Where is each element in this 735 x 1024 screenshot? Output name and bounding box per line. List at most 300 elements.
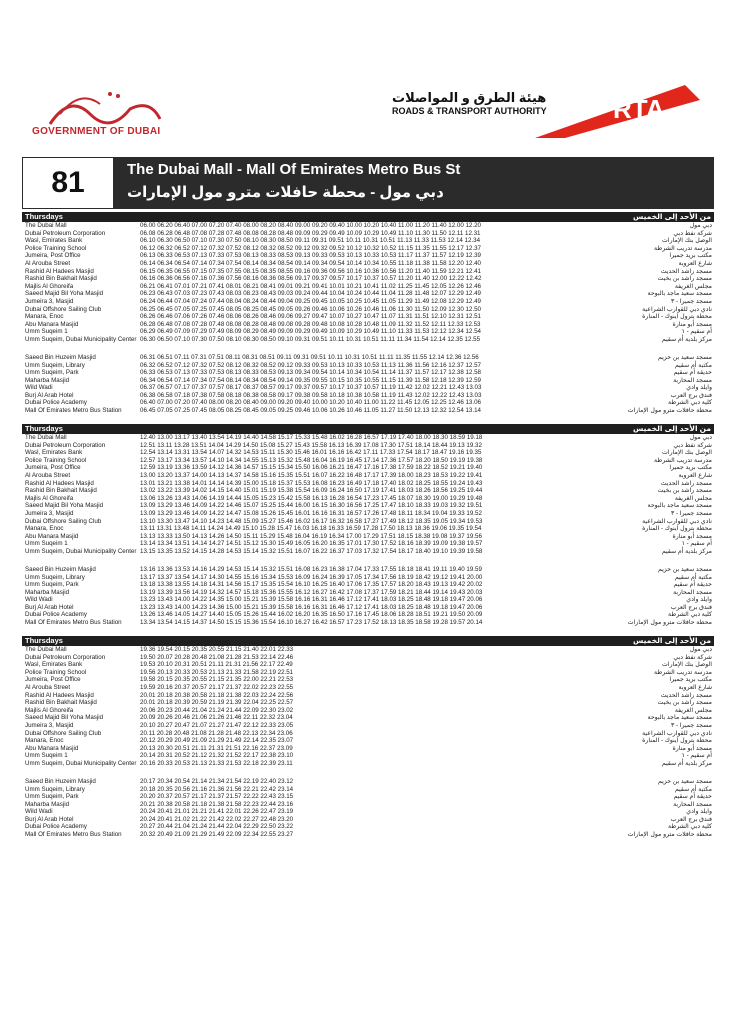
departure-times: 06.29 06.49 07.09 07.29 07.49 08.09 08.29 08.49 09.09 09.29 09.49 10.09 10.29 10.49 11.10 11.33 11.53 12.12 12.34 12.54 <box>140 328 481 336</box>
stop-name-en: Dubai Police Academy <box>25 399 87 407</box>
departure-times: 13.00 13.20 13.37 14.00 14.13 14.37 14.58 15.16 15.35 15.51 16.07 16.22 16.48 17.17 17.39 18.00 18.23 18.53 19.22 19.41 <box>140 471 483 479</box>
stop-row <box>22 707 714 715</box>
stop-name-ar: محطة بترول اينوك - المنارة <box>642 525 712 533</box>
stop-name-en: Saeed Majid Bil Yoha Masjid <box>25 502 104 510</box>
departure-times: 06.30 06.50 07.10 07.30 07.50 08.10 08.30 08.50 09.10 09.31 09.51 10.11 10.31 10.51 11.11 11.34 11.54 12.14 12.35 12.55 <box>140 335 481 343</box>
stop-name-en: Jumeira, Post Office <box>25 252 81 260</box>
departure-times: 13.16 13.36 13.53 14.16 14.29 14.53 15.14 15.32 15.51 16.08 16.23 16.38 17.04 17.33 17.55 18.18 18.41 19.11 19.40 19.59 <box>140 565 482 573</box>
stop-name-ar: حديقة أم سقيم <box>673 369 712 377</box>
departure-times: 19.56 20.13 20.33 20.53 21.13 21.33 21.58 22.19 22.51 <box>140 668 294 676</box>
stop-name-ar: مركز بلدية أم سقيم <box>661 547 712 555</box>
departure-times: 06.28 06.48 07.08 07.28 07.48 08.08 08.28 08.48 09.08 09.28 09.48 10.08 10.28 10.48 11.09 11.32 11.52 12.11 12.33 12.53 <box>140 320 481 328</box>
departure-times: 13.23 13.43 14.00 14.23 14.36 15.00 15.21 15.39 15.58 16.16 16.31 16.46 17.12 17.41 18.03 18.25 18.48 19.18 19.47 20.06 <box>140 603 483 611</box>
stop-name-en: Dubai Police Academy <box>25 611 87 619</box>
stop-name-en: Umm Suqeim, Dubai Municipality Center <box>25 759 137 767</box>
stop-row <box>22 801 714 809</box>
stop-row <box>22 298 714 306</box>
stop-name-ar: مركز بلدية أم سقيم <box>661 759 712 767</box>
stop-row <box>22 525 714 533</box>
stop-name-en: Umm Suqeim, Library <box>25 573 85 581</box>
rta-logo-icon <box>535 80 705 140</box>
stop-row <box>22 596 714 604</box>
stop-name-en: Umm Suqeim, Dubai Municipality Center <box>25 335 137 343</box>
stop-name-ar: مسجد سعيد بن حزيم <box>657 353 712 361</box>
stop-row <box>22 336 714 350</box>
stop-row <box>22 581 714 589</box>
stop-name-en: Police Training School <box>25 456 87 464</box>
departure-times: 12.51 13.11 13.28 13.51 14.04 14.29 14.50 15.08 15.27 15.43 15.58 16.13 16.39 17.08 17.30 17.51 18.14 18.44 19.13 19.32 <box>140 441 482 449</box>
stop-name-en: Manara, Enoc <box>25 525 64 533</box>
stop-name-en: Umm Suqeim 1 <box>25 540 68 548</box>
stop-name-ar: مكتبة أم سقيم <box>674 573 712 581</box>
departure-times: 06.23 06.43 07.03 07.23 07.43 08.03 08.23 08.43 09.03 09.24 09.44 10.04 10.24 10.44 11.04 11.28 11.48 12.07 12.29 12.49 <box>140 290 481 298</box>
stop-name-en: Wild Wadi <box>25 808 53 816</box>
stop-name-ar: مسجد راشد الحديث <box>660 691 712 699</box>
stop-row <box>22 684 714 692</box>
stop-name-en: Umm Suqeim 1 <box>25 328 68 336</box>
departure-times: 06.25 06.45 07.05 07.25 07.45 08.05 08.25 08.45 09.05 09.26 09.46 10.06 10.26 10.46 11.06 11.30 11.50 12.09 12.30 12.50 <box>140 305 481 313</box>
stop-name-en: Wild Wadi <box>25 384 53 392</box>
stop-name-en: Umm Suqeim, Dubai Municipality Center <box>25 547 137 555</box>
day-label-en: Thursdays <box>25 212 63 221</box>
stop-name-en: Dubai Offshore Sailing Club <box>25 305 102 313</box>
stop-row <box>22 449 714 457</box>
departure-times: 06.00 06.20 06.40 07.00 07.20 07.40 08.00 08.20 08.40 09.00 09.20 09.40 10.00 10.20 10.40 11.00 11.20 11.40 12.00 12.20 <box>140 222 481 229</box>
stop-name-ar: شركة نفط دبي <box>673 229 712 237</box>
stop-name-en: Burj Al Arab Hotel <box>25 815 74 823</box>
departure-times: 20.01 20.18 20.39 20.59 21.19 21.39 22.04 22.25 22.57 <box>140 699 294 707</box>
stop-name-en: Dubai Offshore Sailing Club <box>25 729 102 737</box>
stop-row <box>22 574 714 582</box>
stop-name-en: Maharba Masjid <box>25 376 70 384</box>
stop-name-en: Rashid Al Hadees Masjid <box>25 691 94 699</box>
departure-times: 13.14 13.34 13.51 14.14 14.27 14.51 15.12 15.30 15.49 16.05 16.20 16.35 17.01 17.30 17.52 18.16 18.39 19.09 19.38 19.57 <box>140 540 483 548</box>
stop-row <box>22 823 714 831</box>
page-header <box>0 0 735 150</box>
stop-name-ar: مجلس الغريفة <box>674 494 712 502</box>
stop-row <box>22 778 714 786</box>
departure-times: 20.01 20.18 20.38 20.58 21.18 21.38 22.03 22.24 22.56 <box>140 691 294 699</box>
departure-times: 13.26 13.46 14.05 14.27 14.40 15.05 15.26 15.44 16.02 16.20 16.35 16.50 17.16 17.45 18.06 18.28 18.51 19.21 19.50 20.09 <box>140 611 483 619</box>
stop-name-en: Police Training School <box>25 668 87 676</box>
stop-name-en: Jumeira 3, Masjid <box>25 297 74 305</box>
departure-times: 06.16 06.36 06.56 07.16 07.36 07.56 08.16 08.36 08.56 09.17 09.37 09.57 10.17 10.37 10.57 11.20 11.40 12.00 12.22 12.42 <box>140 275 482 283</box>
timetable-section <box>22 212 714 421</box>
stop-name-en: Saeed Bin Huzeim Masjid <box>25 353 96 361</box>
stop-row <box>22 480 714 488</box>
stop-name-en: Saeed Bin Huzeim Masjid <box>25 565 96 573</box>
departure-times: 13.11 13.31 13.48 14.11 14.24 14.49 15.10 15.28 15.47 16.03 16.18 16.33 16.59 17.28 17.50 18.13 18.36 19.06 19.35 19.54 <box>140 525 482 533</box>
departure-times: 20.17 20.34 20.54 21.14 21.34 21.54 22.19 22.40 23.12 <box>140 777 294 785</box>
stop-name-ar: مسجد راشد الحديث <box>660 267 712 275</box>
stop-row <box>22 808 714 816</box>
rta-arabic-name: هيئة الطرق و المواصلات <box>392 90 547 105</box>
stop-row <box>22 760 714 774</box>
stop-name-ar: مدرسة تدريب الشرطة <box>653 244 712 252</box>
stop-row <box>22 487 714 495</box>
stop-name-ar: شركة نفط دبي <box>673 441 712 449</box>
departure-times: 13.09 13.29 13.46 14.09 14.22 14.47 15.08 15.26 15.45 16.01 16.16 16.31 16.57 17.26 17.48 18.11 18.34 19.04 19.33 19.52 <box>140 509 482 517</box>
stop-name-ar: كلية دبي الشرطة <box>667 399 712 407</box>
departure-times: 20.20 20.37 20.57 21.17 21.37 21.57 22.22 22.43 23.15 <box>140 793 294 801</box>
stop-name-ar: الوصل بنك الإمارات <box>662 661 712 669</box>
stop-name-ar: مكتبة أم سقيم <box>674 361 712 369</box>
stop-name-ar: دبي مول <box>689 222 712 229</box>
stop-row <box>22 407 714 421</box>
stop-name-en: Rashid Bin Bakhait Masjid <box>25 487 97 495</box>
rta-logo-text: RTA <box>613 94 665 124</box>
stop-name-en: Dubai Petroleum Corporation <box>25 653 106 661</box>
day-label-ar: من الأحد إلى الخميس <box>633 212 711 221</box>
stop-row <box>22 328 714 336</box>
stop-name-en: Burj Al Arab Hotel <box>25 391 74 399</box>
departure-times: 06.38 06.58 07.18 07.38 07.58 08.18 08.38 08.58 09.17 09.38 09.58 10.18 10.38 10.58 11.19 11.43 12.02 12.22 12.43 13.03 <box>140 391 482 399</box>
timetable-section <box>22 424 714 633</box>
stop-name-en: Abu Manara Masjid <box>25 744 79 752</box>
stop-row <box>22 260 714 268</box>
route-number: 81 <box>22 157 114 209</box>
stop-name-ar: محطة بترول اينوك - المنارة <box>642 313 712 321</box>
departure-times: 13.13 13.33 13.50 14.13 14.26 14.50 15.11 15.29 15.48 16.04 16.19 16.34 17.00 17.29 17.51 18.15 18.38 19.08 19.37 19.56 <box>140 532 482 540</box>
stop-row <box>22 369 714 377</box>
stop-name-ar: أم سقيم - ١ <box>681 328 712 336</box>
departure-times: 06.45 07.05 07.25 07.45 08.05 08.25 08.45 09.05 09.25 09.46 10.06 10.26 10.46 11.05 11.27 11.50 12.13 12.32 12.54 13.14 <box>140 407 481 415</box>
stop-name-en: Maharba Masjid <box>25 588 70 596</box>
stop-row <box>22 714 714 722</box>
departure-times: 19.50 20.07 20.28 20.48 21.08 21.28 21.53 22.14 22.46 <box>140 653 294 661</box>
stop-name-ar: مسجد المحاربة <box>673 588 712 596</box>
stop-row <box>22 245 714 253</box>
stop-row <box>22 730 714 738</box>
departure-times: 20.21 20.38 20.58 21.18 21.38 21.58 22.23 22.44 23.16 <box>140 800 294 808</box>
departure-times: 12.40 13.00 13.17 13.40 13.54 14.19 14.40 14.58 15.17 15.33 15.48 16.02 16.28 16.57 17.19 17.40 18.00 18.30 18.59 19.18 <box>140 434 483 441</box>
departure-times: 06.40 07.00 07.20 07.40 08.00 08.20 08.40 09.00 09.20 09.40 10.00 10.20 10.40 11.00 11.22 11.45 12.05 12.25 12.46 13.06 <box>140 399 481 407</box>
departure-times: 19.59 20.16 20.37 20.57 21.17 21.37 22.02 22.23 22.55 <box>140 683 294 691</box>
stop-name-en: Rashid Al Hadees Masjid <box>25 479 94 487</box>
stop-name-ar: وايلد وادي <box>686 808 712 816</box>
stop-name-ar: مسجد سعيد ماجد بالبوحة <box>647 502 712 510</box>
departure-times: 20.24 20.41 21.02 21.22 21.42 22.02 22.27 22.48 23.20 <box>140 815 294 823</box>
stop-row <box>22 604 714 612</box>
stop-name-en: Burj Al Arab Hotel <box>25 603 74 611</box>
gov-name: GOVERNMENT OF DUBAI <box>32 126 161 137</box>
stop-name-en: The Dubai Mall <box>25 646 67 653</box>
timetable-section <box>22 636 714 845</box>
departure-times: 13.06 13.26 13.43 14.06 14.19 14.44 15.05 15.23 15.42 15.58 16.13 16.28 16.54 17.23 17.45 18.07 18.30 19.00 19.29 19.48 <box>140 494 483 502</box>
stop-name-en: Umm Suqeim, Library <box>25 785 85 793</box>
stop-row <box>22 692 714 700</box>
stop-row <box>22 442 714 450</box>
stop-name-en: Majlis Al Ghoreifa <box>25 706 74 714</box>
stop-row <box>22 384 714 392</box>
stop-name-ar: مركز بلدية أم سقيم <box>661 335 712 343</box>
stop-name-en: Rashid Bin Bakhait Masjid <box>25 699 97 707</box>
stop-name-ar: مسجد سعيد ماجد بالبوحة <box>647 714 712 722</box>
stop-name-ar: مكتب بريد جميرا <box>669 252 712 260</box>
stop-row <box>22 699 714 707</box>
departure-times: 12.57 13.17 13.34 13.57 14.10 14.34 14.55 15.13 15.32 15.48 16.04 16.19 16.45 17.14 17.36 17.57 18.20 18.50 19.19 19.38 <box>140 456 483 464</box>
stop-name-ar: مسجد راشد بن بخيت <box>657 699 712 707</box>
stop-name-ar: محطة حافلات مترو مول الإمارات <box>627 619 712 627</box>
departure-times: 06.08 06.28 06.48 07.08 07.28 07.48 08.08 08.28 08.48 09.09 09.29 09.49 10.09 10.29 10.49 11.10 11.30 11.50 12.11 12.31 <box>140 229 481 237</box>
stop-name-ar: مدرسة تدريب الشرطة <box>653 456 712 464</box>
route-title-bar <box>22 157 714 209</box>
stop-name-ar: مسجد أبو منارة <box>672 532 712 540</box>
stop-name-en: Umm Suqeim, Park <box>25 369 79 377</box>
stop-name-en: Saeed Majid Bil Yoha Masjid <box>25 714 104 722</box>
stop-name-en: Wasl, Emirates Bank <box>25 661 83 669</box>
departure-times: 06.34 06.54 07.14 07.34 07.54 08.14 08.34 08.54 09.14 09.35 09.55 10.15 10.35 10.55 11.15 11.39 11.58 12.18 12.39 12.59 <box>140 376 481 384</box>
stop-name-en: Majlis Al Ghoreifa <box>25 494 74 502</box>
departure-times: 13.15 13.35 13.52 14.15 14.28 14.53 15.14 15.32 15.51 16.07 16.22 16.37 17.03 17.32 17.54 18.17 18.40 19.10 19.39 19.58 <box>140 547 483 555</box>
stop-row <box>22 306 714 314</box>
departure-times: 20.16 20.33 20.53 21.13 21.33 21.53 22.18 22.39 23.11 <box>140 759 293 767</box>
stop-row <box>22 540 714 548</box>
stop-row <box>22 646 714 654</box>
stop-name-ar: مسجد جميرا - ٣ <box>670 721 712 729</box>
departure-times: 20.27 20.44 21.04 21.24 21.44 22.04 22.29 22.50 23.22 <box>140 823 294 831</box>
stop-row <box>22 237 714 245</box>
stop-name-ar: دبي مول <box>689 646 712 653</box>
stop-row <box>22 252 714 260</box>
departure-times: 06.21 06.41 07.01 07.21 07.41 08.01 08.21 08.41 09.01 09.21 09.41 10.01 10.21 10.41 11.02 11.25 11.45 12.05 12.26 12.46 <box>140 282 481 290</box>
stop-row <box>22 548 714 562</box>
stop-row <box>22 377 714 385</box>
stop-name-ar: وايلد وادي <box>686 384 712 392</box>
stop-name-en: Majlis Al Ghoreifa <box>25 282 74 290</box>
stop-name-en: Jumeira 3, Masjid <box>25 721 74 729</box>
stop-row <box>22 392 714 400</box>
stop-row <box>22 354 714 362</box>
stop-name-en: Mall Of Emirates Metro Bus Station <box>25 619 122 627</box>
stop-name-ar: حديقة أم سقيم <box>673 793 712 801</box>
stop-name-en: Police Training School <box>25 244 87 252</box>
departure-times: 19.36 19.54 20.15 20.35 20.55 21.15 21.40 22.01 22.33 <box>140 646 294 653</box>
stop-name-en: Jumeira 3, Masjid <box>25 509 74 517</box>
section-header <box>22 212 714 222</box>
stop-name-ar: مسجد جميرا - ٣ <box>670 509 712 517</box>
stop-name-en: Mall Of Emirates Metro Bus Station <box>25 831 122 839</box>
stop-row <box>22 669 714 677</box>
rta-english-name: ROADS & TRANSPORT AUTHORITY <box>392 106 547 116</box>
stop-name-ar: مسجد المحاربة <box>673 376 712 384</box>
stop-row <box>22 589 714 597</box>
departure-times: 20.32 20.49 21.09 21.29 21.49 22.09 22.34 22.55 23.27 <box>140 831 294 839</box>
stop-row <box>22 472 714 480</box>
stop-name-ar: نادي دبي للقوارب الشراعية <box>642 305 712 313</box>
stop-row <box>22 752 714 760</box>
departure-times: 19.53 20.10 20.31 20.51 21.11 21.31 21.56 22.17 22.49 <box>140 661 293 669</box>
stop-name-en: Dubai Petroleum Corporation <box>25 229 106 237</box>
departure-times: 13.17 13.37 13.54 14.17 14.30 14.55 15.16 15.34 15.53 16.09 16.24 16.39 17.05 17.34 17.56 18.19 18.42 19.12 19.41 20.00 <box>140 573 483 581</box>
departure-times: 06.26 06.46 07.06 07.26 07.46 08.06 08.26 08.46 09.06 09.27 09.47 10.07 10.27 10.47 11.07 11.31 11.51 12.10 12.31 12.51 <box>140 313 481 321</box>
stop-name-en: Umm Suqeim 1 <box>25 752 68 760</box>
stop-name-ar: نادي دبي للقوارب الشراعية <box>642 517 712 525</box>
stop-name-en: Rashid Bin Bakhait Masjid <box>25 275 97 283</box>
stop-name-en: Mall Of Emirates Metro Bus Station <box>25 407 122 415</box>
stop-name-ar: مسجد أبو منارة <box>672 744 712 752</box>
section-header <box>22 424 714 434</box>
departure-times: 13.19 13.39 13.56 14.19 14.32 14.57 15.18 15.36 15.55 16.12 16.27 16.42 17.08 17.37 17.59 18.21 18.44 19.14 19.43 20.03 <box>140 588 483 596</box>
departure-times: 20.18 20.35 20.56 21.16 21.36 21.56 22.21 22.42 23.14 <box>140 785 294 793</box>
stop-name-ar: مكتب بريد جميرا <box>669 676 712 684</box>
stop-name-ar: محطة بترول اينوك - المنارة <box>642 737 712 745</box>
departure-times: 20.13 20.30 20.51 21.11 21.31 21.51 22.16 22.37 23.09 <box>140 744 293 752</box>
stop-row <box>22 661 714 669</box>
stop-row <box>22 745 714 753</box>
stop-row <box>22 502 714 510</box>
stop-name-ar: دبي مول <box>689 434 712 441</box>
departure-times: 20.12 20.29 20.49 21.09 21.29 21.49 22.14 22.35 23.07 <box>140 737 294 745</box>
departure-times: 20.06 20.23 20.44 21.04 21.24 21.44 22.09 22.30 23.02 <box>140 706 294 714</box>
stop-name-ar: مجلس الغريفة <box>674 706 712 714</box>
route-title-ar: دبي مول - محطة حافلات مترو مول الإمارات <box>127 184 444 201</box>
departure-times: 13.23 13.43 14.00 14.22 14.35 15.00 15.21 15.39 15.58 16.16 16.31 16.46 17.12 17.41 18.03 18.25 18.48 19.18 19.47 20.06 <box>140 596 483 604</box>
stop-name-en: Saeed Bin Huzeim Masjid <box>25 777 96 785</box>
stop-name-ar: الوصل بنك الإمارات <box>662 449 712 457</box>
departure-times: 20.14 20.31 20.52 21.12 21.32 21.52 22.17 22.38 23.10 <box>140 752 294 760</box>
stop-name-ar: مسجد راشد بن بخيت <box>657 487 712 495</box>
stop-name-en: Dubai Offshore Sailing Club <box>25 517 102 525</box>
stop-row <box>22 283 714 291</box>
stop-row <box>22 533 714 541</box>
stop-name-ar: شركة نفط دبي <box>673 653 712 661</box>
departure-times: 13.02 13.22 13.39 14.02 14.15 14.40 15.01 15.19 15.38 15.54 16.09 16.24 16.50 17.19 17.41 18.03 18.26 18.56 19.25 19.44 <box>140 487 483 495</box>
stop-row <box>22 737 714 745</box>
stop-row <box>22 434 714 442</box>
day-label-ar: من الأحد إلى الخميس <box>633 636 711 645</box>
departure-times: 06.33 06.53 07.13 07.33 07.53 08.13 08.33 08.53 09.13 09.34 09.54 10.14 10.34 10.54 11.14 11.37 11.57 12.17 12.38 12.58 <box>140 369 481 377</box>
stop-name-ar: شارع العروبة <box>678 259 712 267</box>
departure-times: 20.11 20.28 20.48 21.08 21.28 21.48 22.13 22.34 23.06 <box>140 729 293 737</box>
stop-name-ar: مجلس الغريفة <box>674 282 712 290</box>
departure-times: 06.14 06.34 06.54 07.14 07.34 07.54 08.14 08.34 08.54 09.14 09.34 09.54 10.14 10.34 10.55 11.18 11.38 11.58 12.20 12.40 <box>140 259 481 267</box>
stop-row <box>22 495 714 503</box>
stop-name-ar: الوصل بنك الإمارات <box>662 237 712 245</box>
stop-name-ar: فندق برج العرب <box>670 815 712 823</box>
stop-name-ar: مسجد سعيد بن حزيم <box>657 565 712 573</box>
stop-name-en: Dubai Petroleum Corporation <box>25 441 106 449</box>
stop-name-en: Al Arouba Street <box>25 259 71 267</box>
stop-name-ar: أم سقيم - ١ <box>681 540 712 548</box>
stop-row <box>22 831 714 845</box>
departure-times: 12.54 13.14 13.31 13.54 14.07 14.32 14.53 15.11 15.30 15.46 16.01 16.16 16.42 17.11 17.33 17.54 18.17 18.47 19.16 19.35 <box>140 449 482 457</box>
stop-row <box>22 566 714 574</box>
stop-name-ar: مسجد راشد الحديث <box>660 479 712 487</box>
departure-times: 06.10 06.30 06.50 07.10 07.30 07.50 08.10 08.30 08.50 09.11 09.31 09.51 10.11 10.31 10.51 11.13 11.33 11.53 12.14 12.34 <box>140 237 481 245</box>
stop-name-ar: محطة حافلات مترو مول الإمارات <box>627 407 712 415</box>
departure-times: 19.58 20.15 20.35 20.55 21.15 21.35 22.00 22.21 22.53 <box>140 676 294 684</box>
departure-times: 20.09 20.26 20.46 21.06 21.26 21.46 22.11 22.32 23.04 <box>140 714 293 722</box>
stop-row <box>22 676 714 684</box>
stop-row <box>22 268 714 276</box>
stop-name-ar: أم سقيم - ١ <box>681 752 712 760</box>
stop-name-ar: مسجد المحاربة <box>673 800 712 808</box>
stop-row <box>22 793 714 801</box>
stop-row <box>22 619 714 633</box>
stop-name-en: The Dubai Mall <box>25 222 67 229</box>
departure-times: 06.31 06.51 07.11 07.31 07.51 08.11 08.31 08.51 09.11 09.31 09.51 10.11 10.31 10.51 11.11 11.35 11.55 12.14 12.36 12.56 <box>140 353 479 361</box>
stop-name-ar: فندق برج العرب <box>670 391 712 399</box>
departure-times: 06.13 06.33 06.53 07.13 07.33 07.53 08.13 08.33 08.53 09.13 09.33 09.53 10.13 10.33 10.53 11.17 11.37 11.57 12.19 12.39 <box>140 252 481 260</box>
departure-times: 06.12 06.32 06.52 07.12 07.32 07.52 08.12 08.32 08.52 09.12 09.32 09.52 10.12 10.32 10.52 11.15 11.35 11.55 12.17 12.37 <box>140 244 481 252</box>
stop-name-ar: شارع العروبة <box>678 471 712 479</box>
stop-name-ar: مكتبة أم سقيم <box>674 785 712 793</box>
stop-row <box>22 722 714 730</box>
departure-times: 06.37 06.57 07.17 07.37 07.57 08.17 08.37 08.57 09.17 09.37 09.57 10.17 10.37 10.57 11.19 11.42 12.02 12.21 12.43 13.03 <box>140 384 482 392</box>
stop-name-en: Manara, Enoc <box>25 737 64 745</box>
departure-times: 20.24 20.41 21.01 21.21 21.41 22.01 22.26 22.47 23.19 <box>140 808 294 816</box>
stop-name-en: Dubai Police Academy <box>25 823 87 831</box>
departure-times: 13.01 13.21 13.38 14.01 14.14 14.39 15.00 15.18 15.37 15.53 16.08 16.23 16.49 17.18 17.40 18.02 18.25 18.55 19.24 19.43 <box>140 479 483 487</box>
stop-name-ar: شارع العروبة <box>678 683 712 691</box>
departure-times: 20.10 20.27 20.47 21.07 21.27 21.47 22.12 22.33 23.05 <box>140 721 294 729</box>
departure-times: 13.18 13.38 13.55 14.18 14.31 14.56 15.17 15.35 15.54 16.10 16.25 16.40 17.06 17.35 17.57 18.20 18.43 19.13 19.42 20.02 <box>140 581 483 589</box>
stop-row <box>22 230 714 238</box>
stop-name-ar: مسجد سعيد ماجد بالبوحة <box>647 290 712 298</box>
stop-name-ar: فندق برج العرب <box>670 603 712 611</box>
stop-name-en: Rashid Al Hadees Masjid <box>25 267 94 275</box>
stop-name-en: Saeed Majid Bil Yoha Masjid <box>25 290 104 298</box>
stop-row <box>22 786 714 794</box>
stop-name-en: The Dubai Mall <box>25 434 67 441</box>
stop-row <box>22 518 714 526</box>
stop-row <box>22 362 714 370</box>
stop-name-en: Wasl, Emirates Bank <box>25 237 83 245</box>
stop-name-en: Abu Manara Masjid <box>25 532 79 540</box>
stop-name-en: Wild Wadi <box>25 596 53 604</box>
stop-row <box>22 222 714 230</box>
departure-times: 13.10 13.30 13.47 14.10 14.23 14.48 15.09 15.27 15.46 16.02 16.17 16.32 16.58 17.27 17.49 18.12 18.35 19.05 19.34 19.53 <box>140 517 483 525</box>
section-header <box>22 636 714 646</box>
stop-name-ar: مسجد سعيد بن حزيم <box>657 777 712 785</box>
stop-row <box>22 611 714 619</box>
departure-times: 12.59 13.19 13.36 13.59 14.12 14.36 14.57 15.15 15.34 15.50 16.06 16.21 16.47 17.16 17.38 17.59 18.22 18.52 19.21 19.40 <box>140 464 483 472</box>
stop-name-en: Umm Suqeim, Park <box>25 581 79 589</box>
stop-row <box>22 399 714 407</box>
stop-name-ar: مدرسة تدريب الشرطة <box>653 668 712 676</box>
stop-name-en: Al Arouba Street <box>25 683 71 691</box>
stop-row <box>22 464 714 472</box>
stop-name-en: Abu Manara Masjid <box>25 320 79 328</box>
departure-times: 06.15 06.35 06.55 07.15 07.35 07.55 08.15 08.35 08.55 09.16 09.36 09.56 10.16 10.36 10.56 11.20 11.40 11.59 12.21 12.41 <box>140 267 481 275</box>
stop-row <box>22 654 714 662</box>
day-label-en: Thursdays <box>25 636 63 645</box>
departure-times: 06.24 06.44 07.04 07.24 07.44 08.04 08.24 08.44 09.04 09.25 09.45 10.05 10.25 10.45 11.05 11.29 11.49 12.08 12.29 12.49 <box>140 297 481 305</box>
stop-name-ar: كلية دبي الشرطة <box>667 823 712 831</box>
stop-name-ar: محطة حافلات مترو مول الإمارات <box>627 831 712 839</box>
route-title-en: The Dubai Mall - Mall Of Emirates Metro Bus St <box>127 161 461 178</box>
stop-name-ar: مسجد راشد بن بخيت <box>657 275 712 283</box>
stop-name-en: Maharba Masjid <box>25 800 70 808</box>
stop-name-en: Umm Suqeim, Park <box>25 793 79 801</box>
stop-name-ar: نادي دبي للقوارب الشراعية <box>642 729 712 737</box>
stop-row <box>22 457 714 465</box>
stop-row <box>22 313 714 321</box>
stop-row <box>22 321 714 329</box>
stop-row <box>22 290 714 298</box>
stop-name-en: Umm Suqeim, Library <box>25 361 85 369</box>
stop-row <box>22 510 714 518</box>
stop-name-en: Jumeira, Post Office <box>25 464 81 472</box>
departure-times: 06.32 06.52 07.12 07.32 07.52 08.12 08.32 08.52 09.12 09.33 09.53 10.13 10.33 10.53 11.13 11.36 11.56 12.16 12.37 12.57 <box>140 361 481 369</box>
stop-row <box>22 275 714 283</box>
stop-name-ar: مسجد أبو منارة <box>672 320 712 328</box>
stop-name-en: Al Arouba Street <box>25 471 71 479</box>
stop-name-ar: مسجد جميرا - ٣ <box>670 297 712 305</box>
stop-name-ar: مكتب بريد جميرا <box>669 464 712 472</box>
day-label-en: Thursdays <box>25 424 63 433</box>
